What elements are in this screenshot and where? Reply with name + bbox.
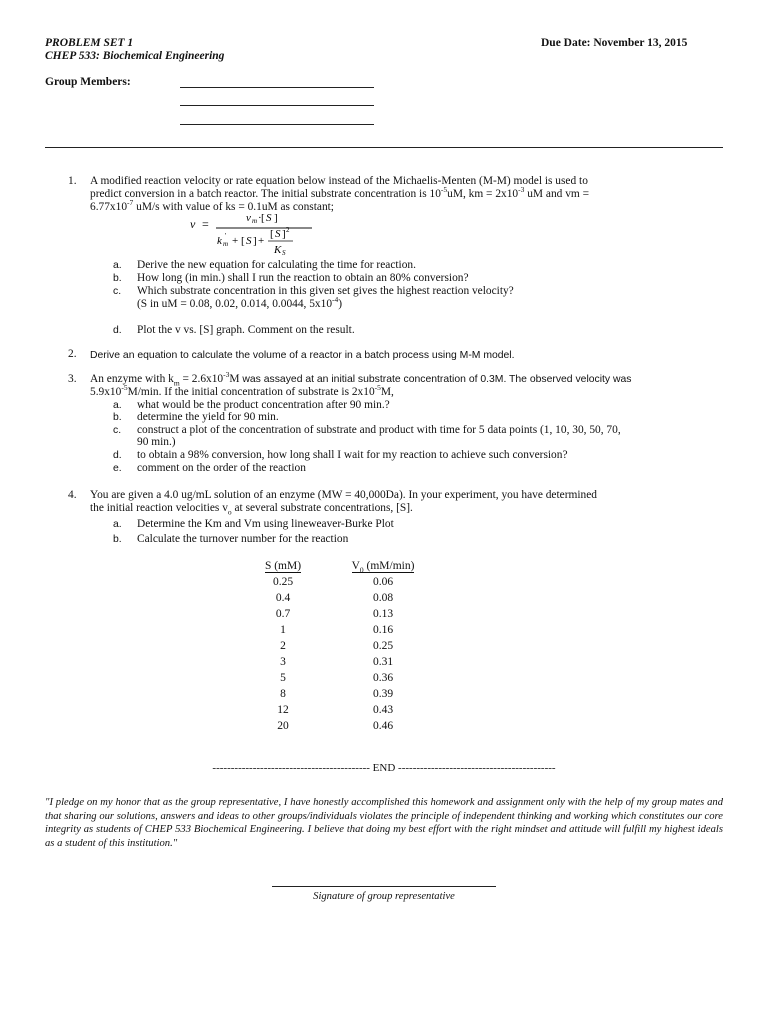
course-title: CHEP 533: Biochemical Engineering: [45, 50, 225, 62]
svg-text:S: S: [275, 228, 281, 240]
col-header-v0: $V_0$ (mM/min): [351, 559, 415, 574]
svg-text:+: +: [232, 235, 239, 247]
table-row: 20 0.46: [277, 719, 394, 732]
svg-text:]: ]: [253, 235, 257, 247]
honor-pledge: "I pledge on my honor that as the group representative, I have honestly accomplished this homework and assignment only with the help of my group mates and that sharing our solutions, answers and ideas to other groups/individuals violates the principle of independent thinking and working which constitutes our core integrity as students of CHEP 533 Biochemical Engineering. I believe that doing my best effort with the right mindset and attitude will fulfill my highest ideals as a student of this institution.": [45, 797, 723, 849]
svg-text:m: m: [252, 217, 258, 225]
q3-number: 3.: [68, 373, 77, 385]
table-header-row: [248, 558, 448, 574]
svg-text:k: k: [217, 235, 222, 247]
due-date: Due Date: November 13, 2015: [541, 37, 688, 49]
svg-text:2: 2: [286, 226, 290, 234]
q4-line-2: the initial reaction velocities $v_o$ at several substrate concentrations, [S].: [90, 502, 413, 517]
table-row: 8 0.39: [280, 687, 394, 700]
svg-text:+: +: [258, 235, 265, 247]
q1-number: 1.: [68, 175, 77, 187]
q2-number: 2.: [68, 348, 77, 360]
col-header-s: S (mM): [264, 559, 302, 572]
table-row: 1 0.16: [280, 623, 394, 636]
table-row: 2 0.25: [280, 639, 394, 652]
signature-label: Signature of group representative: [313, 891, 455, 902]
table-row: 5 0.36: [280, 671, 394, 684]
svg-text:K: K: [274, 244, 282, 256]
q3-line-2: $5.9x10^{-5}M/\min$. If the initial concentration of substrate is $2x10^{-5}M$,: [90, 383, 394, 398]
table-row: 0.4 0.08: [275, 591, 394, 604]
problem-set-title: PROBLEM SET 1: [45, 37, 134, 49]
svg-text:[: [: [261, 212, 265, 224]
q3-line-1: An enzyme with $k_m = 2.6x10^{-3}M$ was assayed at an initial substrate concentration of 0.3M. The observed velocity was: [90, 370, 632, 388]
substrate-velocity-table: [248, 558, 448, 734]
q1-line-1: A modified reaction velocity or rate equation below instead of the Michaelis-Menten (M-M) model is used to: [90, 175, 588, 187]
group-members-label: Group Members:: [45, 76, 131, 88]
signature-line: [272, 886, 496, 887]
end-marker: ------------------------------------------- END -------------------------------------------: [212, 762, 556, 774]
member-line-2: [180, 105, 374, 106]
table-row: 0.25 0.06: [272, 575, 394, 588]
svg-text:·: ·: [258, 212, 262, 224]
svg-text:v: v: [246, 212, 251, 224]
q4-line-1: You are given a 4.0 ug/mL solution of an enzyme (MW = 40,000Da). In your experiment, you have determined: [90, 489, 597, 501]
svg-text:S: S: [282, 249, 286, 257]
svg-text:[: [: [270, 228, 274, 240]
svg-text:[: [: [241, 235, 245, 247]
svg-text:S: S: [246, 235, 252, 247]
rate-equation: [190, 208, 320, 258]
table-row: 12 0.43: [277, 703, 394, 716]
svg-text:': ': [225, 232, 227, 240]
q2-text: Derive an equation to calculate the volume of a reactor in a batch process using M-M model.: [90, 350, 515, 361]
svg-text:=: =: [202, 217, 209, 231]
q1-item-c-values: (S in uM = 0.08, 0.02, 0.014, 0.0044, $5x10^{-4}$): [137, 295, 343, 310]
table-row: 3 0.31: [280, 655, 394, 668]
header-divider: [45, 147, 723, 148]
svg-text:m: m: [223, 240, 229, 248]
q3-item-c-cont: 90 min.): [137, 436, 176, 448]
q1-line-3: $6.77x10^{-7}$ uM/s with value of ks = 0.1uM as constant;: [90, 198, 334, 213]
svg-text:]: ]: [282, 228, 286, 240]
member-line-3: [180, 124, 374, 125]
svg-text:v: v: [190, 217, 196, 231]
q1-line-2: predict conversion in a batch reactor. The initial substrate concentration is $10^{-5}uM$, km = $2x10^{-3}$ uM and vm =: [90, 185, 590, 200]
member-line-1: [180, 87, 374, 88]
svg-text:S: S: [266, 212, 272, 224]
svg-text:]: ]: [274, 212, 278, 224]
table-row: 0.7 0.13: [275, 607, 394, 620]
q4-number: 4.: [68, 489, 77, 501]
